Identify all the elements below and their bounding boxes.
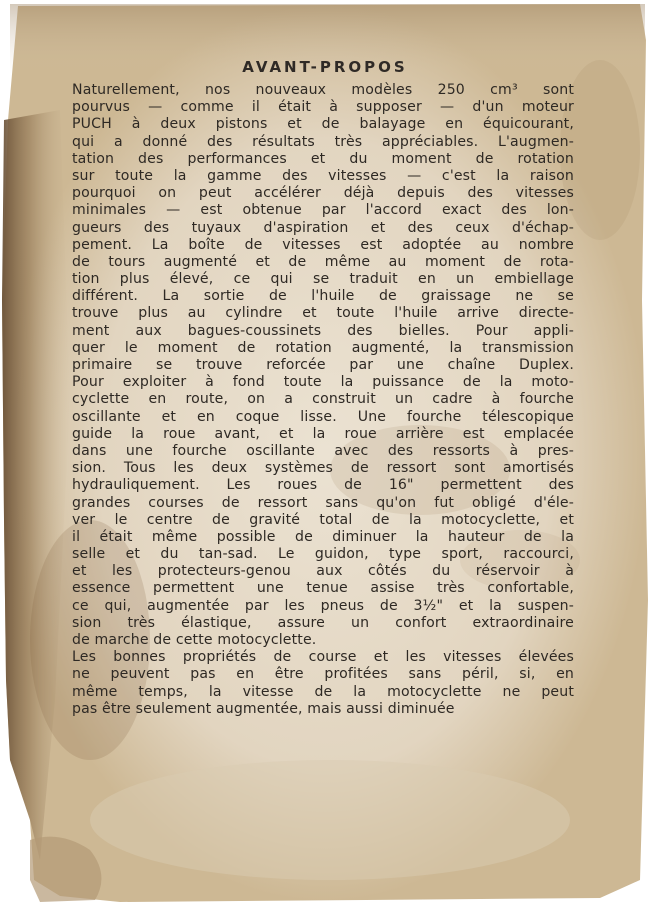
text-line: oscillante et en coque lisse. Une fourche télescopique	[72, 408, 574, 425]
text-line: et les protecteurs-genou aux côtés du réservoir à	[72, 563, 574, 580]
text-line: pas être seulement augmentée, mais aussi diminuée	[72, 700, 455, 717]
text-line: Pour exploiter à fond toute la puissance de la moto-	[72, 374, 574, 391]
text-line: essence permettent une tenue assise très confortable,	[72, 580, 574, 597]
text-line: pement. La boîte de vitesses est adoptée au nombre	[72, 236, 574, 253]
text-line: même temps, la vitesse de la motocyclette ne peut	[72, 683, 574, 700]
text-line: quer le moment de rotation augmenté, la transmission	[72, 339, 574, 356]
text-line: hydrauliquement. Les roues de 16" permettent des	[72, 477, 574, 494]
text-line: gueurs des tuyaux d'aspiration et des ceux d'échap-	[72, 219, 574, 236]
text-line: pourquoi on peut accélérer déjà depuis des vitesses	[72, 185, 574, 202]
text-line: tion plus élevé, ce qui se traduit en un embiellage	[72, 271, 574, 288]
text-line: il était même possible de diminuer la hauteur de la	[72, 528, 574, 545]
text-line: ne peuvent pas en être profitées sans péril, si, en	[72, 666, 574, 683]
text-line: ce qui, augmentée par les pneus de 3½" et la suspen-	[72, 597, 574, 614]
text-line: dans une fourche oscillante avec des ressorts à pres-	[72, 442, 574, 459]
text-line: différent. La sortie de l'huile de graissage ne se	[72, 288, 574, 305]
text-line: de marche de cette motocyclette.	[72, 632, 317, 648]
text-line: minimales — est obtenue par l'accord exact des lon-	[72, 202, 574, 219]
text-line: qui a donné des résultats très appréciables. L'augmen-	[72, 133, 574, 150]
text-line: sion très élastique, assure un confort extraordinaire	[72, 614, 574, 631]
text-line: sion. Tous les deux systèmes de ressort sont amortisés	[72, 460, 574, 477]
text-line: selle et du tan-sad. Le guidon, type sport, raccourci,	[72, 546, 574, 563]
body-text	[72, 82, 574, 718]
text-line: sur toute la gamme des vitesses — c'est la raison	[72, 167, 574, 184]
page-title: AVANT-PROPOS	[242, 58, 408, 76]
text-line: pourvus — comme il était à supposer — d'un moteur	[72, 99, 574, 116]
text-line: cyclette en route, on a construit un cadre à fourche	[72, 391, 574, 408]
text-line: Les bonnes propriétés de course et les vitesses élevées	[72, 649, 574, 666]
text-line: ver le centre de gravité total de la motocyclette, et	[72, 511, 574, 528]
text-line: Naturellement, nos nouveaux modèles 250 cm³ sont	[72, 82, 574, 98]
text-line: tation des performances et du moment de rotation	[72, 150, 574, 167]
text-line: guide la roue avant, et la roue arrière est emplacée	[72, 425, 574, 442]
text-line: grandes courses de ressort sans qu'on fut obligé d'éle-	[72, 494, 574, 511]
text-line: PUCH à deux pistons et de balayage en équicourant,	[72, 116, 574, 133]
text-line: ment aux bagues-coussinets des bielles. Pour appli-	[72, 322, 574, 339]
text-line: trouve plus au cylindre et toute l'huile arrive directe-	[72, 305, 574, 322]
text-line: de tours augmenté et de même au moment de rota-	[72, 253, 574, 270]
text-line: primaire se trouve reforcée par une chaîne Duplex.	[72, 357, 574, 373]
